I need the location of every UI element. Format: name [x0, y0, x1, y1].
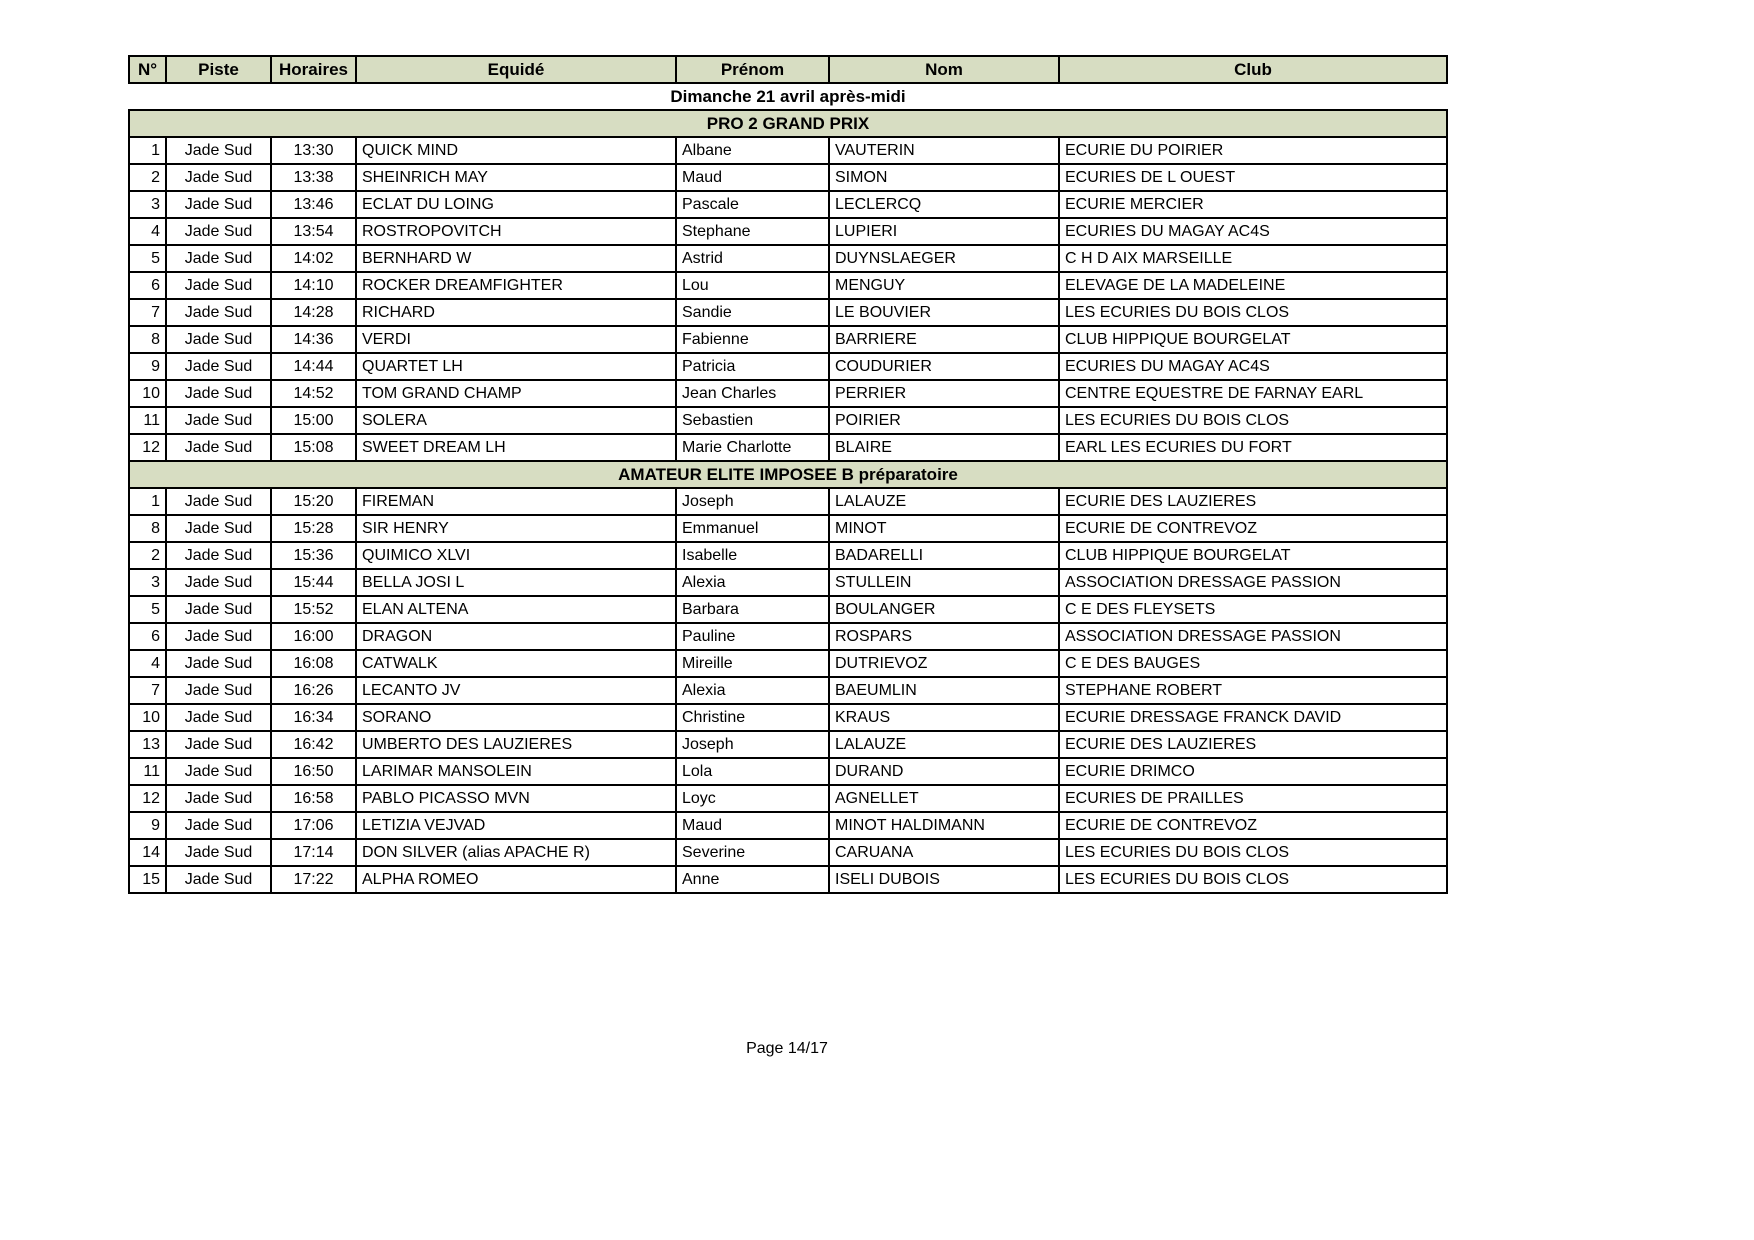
cell-num: 7 [129, 299, 166, 326]
cell-horaires: 15:44 [271, 569, 356, 596]
cell-equide: LETIZIA VEJVAD [356, 812, 676, 839]
cell-prenom: Emmanuel [676, 515, 829, 542]
cell-num: 3 [129, 191, 166, 218]
cell-horaires: 13:38 [271, 164, 356, 191]
table-row [129, 434, 1447, 461]
table-row [129, 677, 1447, 704]
cell-club: ECURIE MERCIER [1059, 191, 1447, 218]
cell-nom: ROSPARS [829, 623, 1059, 650]
cell-num: 6 [129, 623, 166, 650]
column-header-piste: Piste [166, 56, 271, 83]
cell-club: ECURIE DRIMCO [1059, 758, 1447, 785]
cell-horaires: 13:46 [271, 191, 356, 218]
cell-nom: DURAND [829, 758, 1059, 785]
table-row [129, 353, 1447, 380]
table-row [129, 542, 1447, 569]
cell-equide: QUICK MIND [356, 137, 676, 164]
cell-prenom: Isabelle [676, 542, 829, 569]
cell-club: ASSOCIATION DRESSAGE PASSION [1059, 569, 1447, 596]
cell-horaires: 13:30 [271, 137, 356, 164]
cell-horaires: 16:58 [271, 785, 356, 812]
cell-horaires: 13:54 [271, 218, 356, 245]
cell-equide: VERDI [356, 326, 676, 353]
cell-piste: Jade Sud [166, 245, 271, 272]
column-header-club: Club [1059, 56, 1447, 83]
cell-prenom: Lola [676, 758, 829, 785]
cell-horaires: 16:42 [271, 731, 356, 758]
cell-prenom: Patricia [676, 353, 829, 380]
cell-horaires: 14:28 [271, 299, 356, 326]
cell-nom: DUTRIEVOZ [829, 650, 1059, 677]
cell-num: 8 [129, 515, 166, 542]
section-header-row [129, 110, 1447, 137]
cell-nom: BAEUMLIN [829, 677, 1059, 704]
cell-nom: STULLEIN [829, 569, 1059, 596]
cell-equide: BELLA JOSI L [356, 569, 676, 596]
cell-horaires: 14:36 [271, 326, 356, 353]
cell-equide: TOM GRAND CHAMP [356, 380, 676, 407]
table-row [129, 164, 1447, 191]
cell-prenom: Pascale [676, 191, 829, 218]
table-row [129, 488, 1447, 515]
cell-piste: Jade Sud [166, 839, 271, 866]
cell-club: LES ECURIES DU BOIS CLOS [1059, 839, 1447, 866]
cell-prenom: Fabienne [676, 326, 829, 353]
cell-num: 9 [129, 353, 166, 380]
cell-num: 15 [129, 866, 166, 893]
cell-horaires: 14:44 [271, 353, 356, 380]
cell-equide: BERNHARD W [356, 245, 676, 272]
cell-horaires: 15:20 [271, 488, 356, 515]
cell-prenom: Alexia [676, 677, 829, 704]
cell-horaires: 16:34 [271, 704, 356, 731]
cell-piste: Jade Sud [166, 812, 271, 839]
cell-piste: Jade Sud [166, 758, 271, 785]
cell-num: 11 [129, 407, 166, 434]
column-header-nom: Nom [829, 56, 1059, 83]
cell-nom: CARUANA [829, 839, 1059, 866]
column-header-num: N° [129, 56, 166, 83]
table-row [129, 245, 1447, 272]
table-row [129, 812, 1447, 839]
cell-prenom: Christine [676, 704, 829, 731]
cell-equide: ELAN ALTENA [356, 596, 676, 623]
cell-horaires: 15:36 [271, 542, 356, 569]
cell-prenom: Loyc [676, 785, 829, 812]
cell-club: ECURIES DE L OUEST [1059, 164, 1447, 191]
cell-num: 5 [129, 596, 166, 623]
cell-nom: MENGUY [829, 272, 1059, 299]
cell-piste: Jade Sud [166, 326, 271, 353]
table-row [129, 191, 1447, 218]
cell-horaires: 16:08 [271, 650, 356, 677]
cell-equide: PABLO PICASSO MVN [356, 785, 676, 812]
cell-piste: Jade Sud [166, 353, 271, 380]
cell-num: 5 [129, 245, 166, 272]
cell-num: 2 [129, 164, 166, 191]
table-row [129, 731, 1447, 758]
cell-club: ECURIE DES LAUZIERES [1059, 731, 1447, 758]
table-row [129, 758, 1447, 785]
cell-nom: BOULANGER [829, 596, 1059, 623]
cell-horaires: 17:14 [271, 839, 356, 866]
cell-piste: Jade Sud [166, 380, 271, 407]
cell-horaires: 15:08 [271, 434, 356, 461]
cell-piste: Jade Sud [166, 623, 271, 650]
table-row [129, 623, 1447, 650]
cell-club: C E DES FLEYSETS [1059, 596, 1447, 623]
cell-piste: Jade Sud [166, 704, 271, 731]
cell-equide: ROSTROPOVITCH [356, 218, 676, 245]
cell-num: 11 [129, 758, 166, 785]
cell-prenom: Jean Charles [676, 380, 829, 407]
cell-prenom: Maud [676, 164, 829, 191]
cell-club: ECURIE DE CONTREVOZ [1059, 515, 1447, 542]
date-banner-row [129, 83, 1447, 110]
cell-piste: Jade Sud [166, 677, 271, 704]
cell-equide: SWEET DREAM LH [356, 434, 676, 461]
cell-piste: Jade Sud [166, 272, 271, 299]
table-row [129, 137, 1447, 164]
cell-num: 2 [129, 542, 166, 569]
cell-nom: SIMON [829, 164, 1059, 191]
cell-nom: LUPIERI [829, 218, 1059, 245]
date-banner: Dimanche 21 avril après-midi [129, 83, 1447, 110]
cell-equide: ALPHA ROMEO [356, 866, 676, 893]
table-row [129, 272, 1447, 299]
cell-piste: Jade Sud [166, 191, 271, 218]
cell-club: C E DES BAUGES [1059, 650, 1447, 677]
cell-prenom: Stephane [676, 218, 829, 245]
cell-piste: Jade Sud [166, 515, 271, 542]
cell-num: 8 [129, 326, 166, 353]
section-title: AMATEUR ELITE IMPOSEE B préparatoire [129, 461, 1447, 488]
cell-equide: SORANO [356, 704, 676, 731]
cell-horaires: 15:52 [271, 596, 356, 623]
cell-prenom: Albane [676, 137, 829, 164]
cell-nom: AGNELLET [829, 785, 1059, 812]
table-row [129, 380, 1447, 407]
cell-equide: UMBERTO DES LAUZIERES [356, 731, 676, 758]
table-row [129, 569, 1447, 596]
cell-equide: SIR HENRY [356, 515, 676, 542]
cell-nom: COUDURIER [829, 353, 1059, 380]
cell-prenom: Maud [676, 812, 829, 839]
table-row [129, 650, 1447, 677]
cell-nom: LECLERCQ [829, 191, 1059, 218]
table-row [129, 704, 1447, 731]
cell-equide: CATWALK [356, 650, 676, 677]
cell-num: 1 [129, 488, 166, 515]
cell-club: ASSOCIATION DRESSAGE PASSION [1059, 623, 1447, 650]
cell-piste: Jade Sud [166, 569, 271, 596]
cell-equide: SOLERA [356, 407, 676, 434]
cell-prenom: Mireille [676, 650, 829, 677]
cell-num: 4 [129, 650, 166, 677]
table-row [129, 785, 1447, 812]
cell-club: ECURIES DE PRAILLES [1059, 785, 1447, 812]
cell-horaires: 16:50 [271, 758, 356, 785]
cell-nom: MINOT [829, 515, 1059, 542]
cell-horaires: 17:22 [271, 866, 356, 893]
column-header-equide: Equidé [356, 56, 676, 83]
cell-horaires: 17:06 [271, 812, 356, 839]
cell-nom: MINOT HALDIMANN [829, 812, 1059, 839]
column-header-prenom: Prénom [676, 56, 829, 83]
cell-piste: Jade Sud [166, 785, 271, 812]
cell-num: 7 [129, 677, 166, 704]
cell-club: ECURIES DU MAGAY AC4S [1059, 218, 1447, 245]
cell-piste: Jade Sud [166, 137, 271, 164]
cell-num: 4 [129, 218, 166, 245]
cell-prenom: Astrid [676, 245, 829, 272]
cell-club: EARL LES ECURIES DU FORT [1059, 434, 1447, 461]
cell-equide: SHEINRICH MAY [356, 164, 676, 191]
cell-piste: Jade Sud [166, 218, 271, 245]
cell-club: ECURIES DU MAGAY AC4S [1059, 353, 1447, 380]
cell-num: 14 [129, 839, 166, 866]
cell-horaires: 15:28 [271, 515, 356, 542]
cell-num: 10 [129, 380, 166, 407]
table-row [129, 218, 1447, 245]
cell-club: LES ECURIES DU BOIS CLOS [1059, 407, 1447, 434]
cell-equide: ROCKER DREAMFIGHTER [356, 272, 676, 299]
cell-num: 12 [129, 785, 166, 812]
cell-piste: Jade Sud [166, 866, 271, 893]
cell-nom: BADARELLI [829, 542, 1059, 569]
table-row [129, 326, 1447, 353]
cell-piste: Jade Sud [166, 164, 271, 191]
cell-equide: FIREMAN [356, 488, 676, 515]
cell-horaires: 14:02 [271, 245, 356, 272]
table-row [129, 299, 1447, 326]
cell-prenom: Marie Charlotte [676, 434, 829, 461]
cell-horaires: 15:00 [271, 407, 356, 434]
cell-club: ECURIE DE CONTREVOZ [1059, 812, 1447, 839]
cell-prenom: Lou [676, 272, 829, 299]
cell-club: STEPHANE ROBERT [1059, 677, 1447, 704]
cell-club: ECURIE DES LAUZIERES [1059, 488, 1447, 515]
table-row [129, 407, 1447, 434]
table-row [129, 515, 1447, 542]
column-header-horaires: Horaires [271, 56, 356, 83]
schedule-table [128, 55, 1448, 894]
cell-club: ELEVAGE DE LA MADELEINE [1059, 272, 1447, 299]
cell-prenom: Anne [676, 866, 829, 893]
cell-club: C H D AIX MARSEILLE [1059, 245, 1447, 272]
cell-club: ECURIE DRESSAGE FRANCK DAVID [1059, 704, 1447, 731]
cell-horaires: 16:00 [271, 623, 356, 650]
header-row [129, 56, 1447, 83]
cell-nom: POIRIER [829, 407, 1059, 434]
section-header-row [129, 461, 1447, 488]
cell-nom: DUYNSLAEGER [829, 245, 1059, 272]
cell-num: 3 [129, 569, 166, 596]
cell-prenom: Joseph [676, 731, 829, 758]
cell-piste: Jade Sud [166, 299, 271, 326]
cell-nom: PERRIER [829, 380, 1059, 407]
cell-nom: LALAUZE [829, 731, 1059, 758]
cell-piste: Jade Sud [166, 731, 271, 758]
cell-piste: Jade Sud [166, 488, 271, 515]
cell-club: ECURIE DU POIRIER [1059, 137, 1447, 164]
cell-piste: Jade Sud [166, 650, 271, 677]
cell-equide: QUARTET LH [356, 353, 676, 380]
cell-nom: BARRIERE [829, 326, 1059, 353]
cell-club: CLUB HIPPIQUE BOURGELAT [1059, 326, 1447, 353]
cell-equide: LECANTO JV [356, 677, 676, 704]
cell-nom: KRAUS [829, 704, 1059, 731]
cell-num: 13 [129, 731, 166, 758]
cell-equide: RICHARD [356, 299, 676, 326]
cell-horaires: 14:10 [271, 272, 356, 299]
cell-nom: ISELI DUBOIS [829, 866, 1059, 893]
cell-prenom: Barbara [676, 596, 829, 623]
cell-prenom: Sebastien [676, 407, 829, 434]
cell-num: 1 [129, 137, 166, 164]
cell-nom: BLAIRE [829, 434, 1059, 461]
cell-club: CLUB HIPPIQUE BOURGELAT [1059, 542, 1447, 569]
table-row [129, 839, 1447, 866]
cell-nom: LE BOUVIER [829, 299, 1059, 326]
cell-prenom: Joseph [676, 488, 829, 515]
cell-prenom: Alexia [676, 569, 829, 596]
cell-num: 9 [129, 812, 166, 839]
table-row [129, 596, 1447, 623]
cell-nom: VAUTERIN [829, 137, 1059, 164]
cell-nom: LALAUZE [829, 488, 1059, 515]
cell-num: 10 [129, 704, 166, 731]
cell-club: CENTRE EQUESTRE DE FARNAY EARL [1059, 380, 1447, 407]
cell-piste: Jade Sud [166, 542, 271, 569]
cell-club: LES ECURIES DU BOIS CLOS [1059, 866, 1447, 893]
cell-prenom: Sandie [676, 299, 829, 326]
cell-piste: Jade Sud [166, 596, 271, 623]
cell-horaires: 14:52 [271, 380, 356, 407]
cell-piste: Jade Sud [166, 434, 271, 461]
cell-num: 12 [129, 434, 166, 461]
cell-equide: DON SILVER (alias APACHE R) [356, 839, 676, 866]
cell-club: LES ECURIES DU BOIS CLOS [1059, 299, 1447, 326]
cell-equide: LARIMAR MANSOLEIN [356, 758, 676, 785]
page-number: Page 14/17 [746, 1040, 828, 1057]
section-title: PRO 2 GRAND PRIX [129, 110, 1447, 137]
cell-equide: ECLAT DU LOING [356, 191, 676, 218]
cell-equide: QUIMICO XLVI [356, 542, 676, 569]
cell-num: 6 [129, 272, 166, 299]
cell-piste: Jade Sud [166, 407, 271, 434]
cell-prenom: Severine [676, 839, 829, 866]
cell-equide: DRAGON [356, 623, 676, 650]
table-row [129, 866, 1447, 893]
cell-horaires: 16:26 [271, 677, 356, 704]
cell-prenom: Pauline [676, 623, 829, 650]
